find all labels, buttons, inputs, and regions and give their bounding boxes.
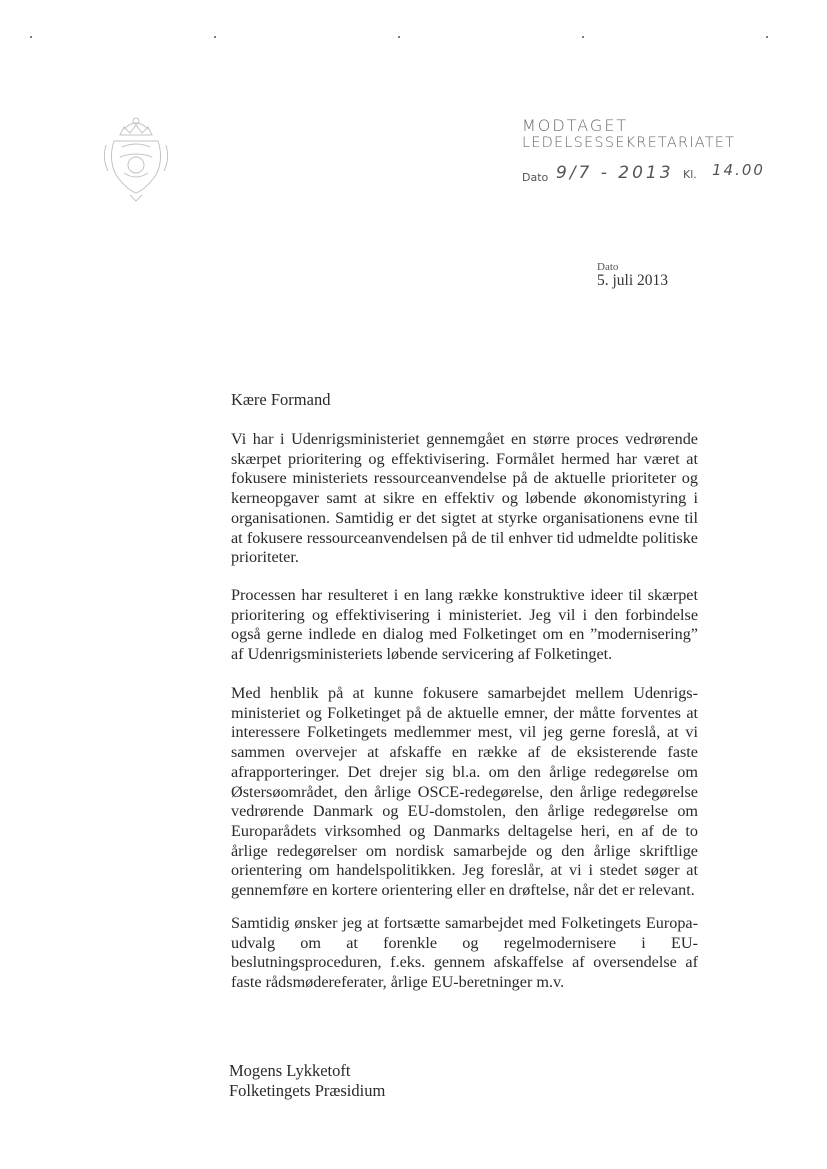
letter-paragraph: Samtidig ønsker jeg at fortsætte samarbejdet med Folketingets Europaudvalg om at forenkle og regelmodernisere i EU-beslutningsproceduren, f.eks. gennem afskaffelse af oversendelse af faste rådsmødereferater, årlige EU-beretninger m.v. [231, 914, 698, 992]
letter-date: 5. juli 2013 [597, 272, 669, 289]
stamp-date-handwritten: 9/7 - 2013 [556, 163, 674, 183]
royal-crest-icon [100, 115, 172, 203]
letter-date-label: Dato [597, 261, 619, 273]
stamp-title: MODTAGET [522, 116, 629, 135]
recipient-block [229, 1061, 385, 1101]
scan-dot [398, 36, 400, 38]
stamp-time-label: Kl. [683, 168, 697, 181]
letter-paragraph: Med henblik på at kunne fokusere samarbejdet mellem Udenrigsministeriet og Folketinget på de aktuelle emner, der måtte forventes at interessere Folketingets medlemmer mest, vil jeg gerne foreslå, at vi sammen overvejer at afskaffe en række af de eksisterende faste afrapporteringer. Det drejer sig bl.a. om den årlige redegørelse om Østersøområdet, den årlige OSCE-redegørelse, den årlige redegørelse vedrørende Danmark og EU-domstolen, den årlige redegørelse om Europarådets virksomhed og Danmarks deltagelse heri, en af de to årlige redegørelser om nordisk samarbejde og den årlige skriftlige orientering om handelspolitikken. Jeg foreslår, at vi i stedet søger at gennemføre en kortere orientering eller en drøftelse, når det er relevant. [231, 684, 698, 900]
stamp-time-handwritten: 14.00 [712, 161, 765, 179]
salutation: Kære Formand [231, 390, 331, 409]
scan-dot [30, 36, 32, 38]
recipient-organization: Folketingets Præsidium [229, 1081, 386, 1100]
letter-paragraph: Processen har resulteret i en lang række konstruktive ideer til skærpet prioritering og effektivisering i ministeriet. Jeg vil i den forbindelse også gerne indlede en dialog med Folketinget om en ”modernisering” af Udenrigsministeriets løbende servicering af Folketinget. [231, 586, 698, 664]
scan-dot [582, 36, 584, 38]
scan-dot [214, 36, 216, 38]
scan-dot [766, 36, 768, 38]
letter-paragraph: Vi har i Udenrigsministeriet gennemgået en større proces vedrørende skærpet prioritering og effektivisering. Formålet hermed har været at fokusere ministeriets ressourceanvendelse på de aktuelle prioriteter og kerneopgaver samt at sikre en effektiv og løbende økonomistyring i organisationen. Samtidig er det sigtet at styrke organisationens evne til at fokusere ressourceanvendelsen på de til enhver tid udmeldte politiske prioriteter. [231, 430, 698, 567]
stamp-subtitle: LEDELSESSEKRETARIATET [522, 135, 736, 151]
stamp-date-label: Dato [522, 171, 549, 184]
recipient-name: Mogens Lykketoft [229, 1061, 351, 1080]
